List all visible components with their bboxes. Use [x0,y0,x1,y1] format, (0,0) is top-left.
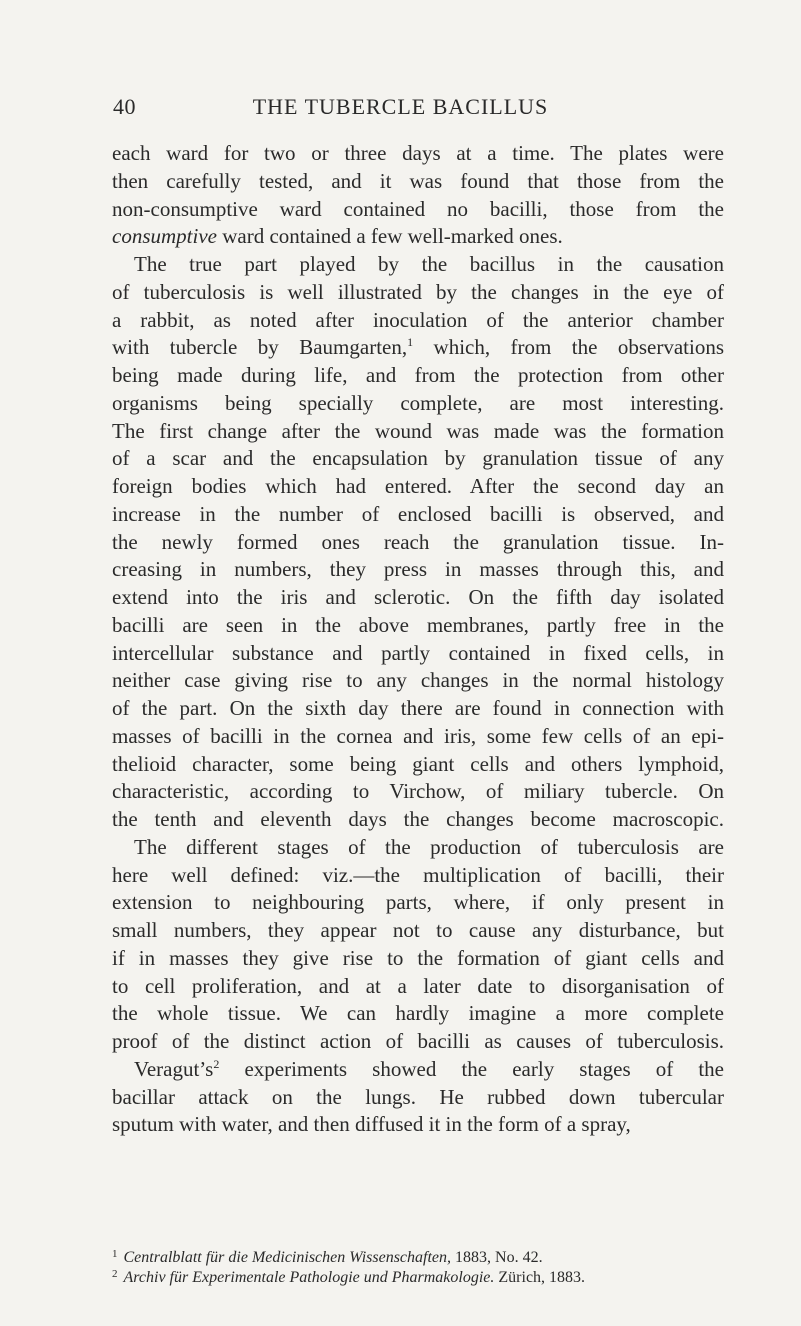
text-line: if in masses they give rise to the formation of giant cells and [112,945,724,970]
text-line: the newly formed ones reach the granulation tissue. In- [112,529,724,554]
text-line: characteristic, according to Virchow, of miliary tubercle. On [112,779,724,804]
text-line: of tuberculosis is well illustrated by the changes in the eye of [112,279,724,304]
text-line: The true part played by the bacillus in the causation [134,252,724,276]
text-line: masses of bacilli in the cornea and iris, some few cells of an epi- [112,723,724,748]
text-line: organisms being specially complete, are most interesting. [112,390,724,415]
text-line: extension to neighbouring parts, where, if only present in [112,890,724,915]
italic-word: consumptive [112,224,217,249]
text-line: of a scar and the encapsulation by granulation tissue of any [112,446,724,471]
text-line: being made during life, and from the protection from other [112,363,724,387]
text-line: thelioid character, some being giant cells and others lymphoid, [112,751,724,776]
page-number: 40 [113,94,136,119]
text-line: bacilli are seen in the above membranes, partly free in the [112,612,724,637]
text-line: extend into the iris and sclerotic. On the fifth day isolated [112,585,724,609]
text-line: The first change after the wound was made was the formation [112,418,724,443]
footnote-ref: 1 [407,335,414,350]
text-line: non-consumptive ward contained no bacilli, those from the [112,196,724,221]
footnote-title: Archiv für Experimentale Pathologie und Pharmakologie. [123,1269,495,1286]
text-line: $Veragut’s^2$ experiments showed the early stages of the [134,1056,724,1081]
text-line: with tubercle by Baumgarten,$^1$ which, from the observations [112,335,724,360]
text-line: the whole tissue. We can hardly imagine a more complete [112,1001,724,1026]
running-title: THE TUBERCLE BACILLUS [252,94,549,119]
text-line: sputum with water, and then diffused it in the form of a spray, [112,1112,631,1137]
page-header [0,94,801,120]
text-line: each ward for two or three days at a time. The plates were [112,141,724,165]
text-line: increase in the number of enclosed bacilli is observed, and [112,501,724,526]
text-line: then carefully tested, and it was found that those from the [112,168,724,193]
text-line: of the part. On the sixth day there are found in connection with [112,696,724,720]
footnotes [112,1244,724,1284]
footnote-mark: 2 [112,1268,118,1280]
text-line: neither case giving rise to any changes in the normal histology [112,668,724,693]
text-line: proof of the distinct action of bacilli as causes of tuberculosis. [112,1029,724,1053]
body-text [112,140,724,1139]
footnote-mark: 1 [112,1248,118,1260]
footnote: $^1$ Centralblatt für die Medicinischen Wissenschaften, 1883, No. 42. [112,1248,543,1266]
footnote-ref: 2 [213,1056,220,1071]
text-line: the tenth and eleventh days the changes become macroscopic. [112,807,724,831]
text-line: foreign bodies which had entered. After the second day an [112,474,724,498]
text-line: small numbers, they appear not to cause any disturbance, but [112,918,724,942]
text-line: The different stages of the production of tuberculosis are [134,834,724,859]
text-line: intercellular substance and partly contained in fixed cells, in [112,640,724,665]
text-line: creasing in numbers, they press in masses through this, and [112,557,724,582]
text-line: consumptive ward contained a few well-marked ones. [112,224,563,249]
text-line: to cell proliferation, and at a later date to disorganisation of [112,973,724,998]
footnote: $^2$ Archiv für Experimentale Pathologie und Pharmakologie. Zürich, 1883. [112,1268,586,1286]
text-line: a rabbit, as noted after inoculation of the anterior chamber [112,307,724,332]
text-line: bacillar attack on the lungs. He rubbed down tubercular [112,1084,724,1109]
text-line: here well defined: viz.—the multiplication of bacilli, their [112,862,724,887]
footnote-title: Centralblatt für die Medicinischen Wissenschaften, [123,1249,452,1266]
